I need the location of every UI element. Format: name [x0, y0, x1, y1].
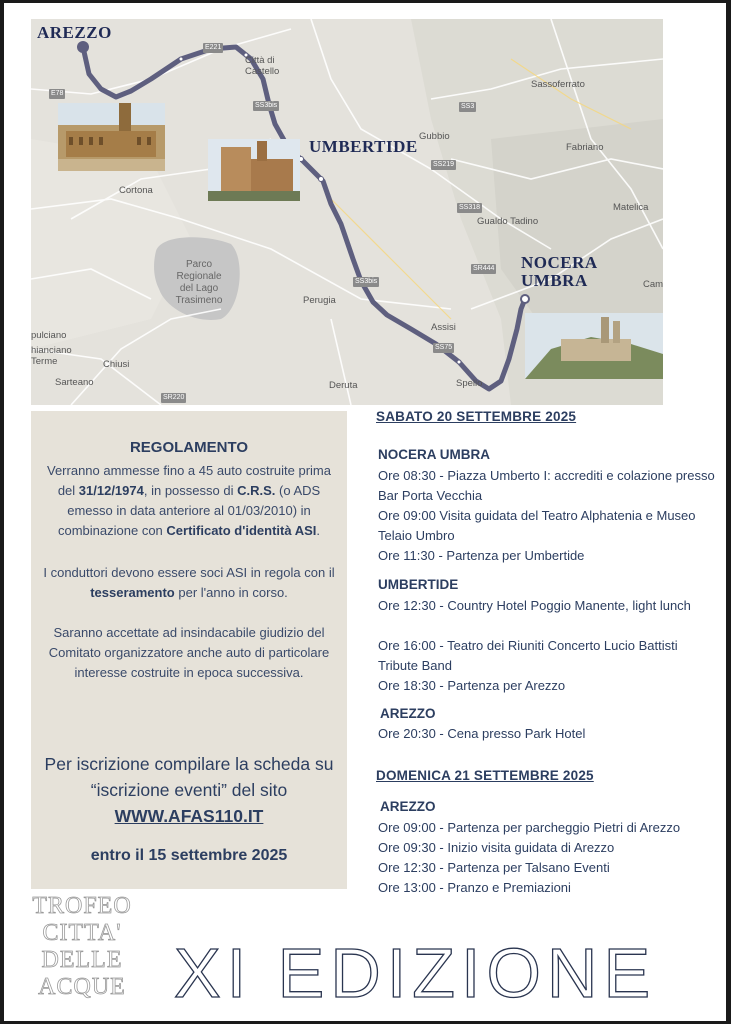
regolamento-title: REGOLAMENTO	[129, 439, 249, 456]
town-perugia: Perugia	[303, 295, 336, 306]
road-label: E78	[51, 90, 64, 97]
road-label: SS3	[461, 103, 475, 110]
town-chiusi: Chiusi	[103, 359, 130, 370]
schedule-item: Ore 12:30 - Partenza per Talsano Eventi	[378, 860, 610, 875]
town-cortona: Cortona	[119, 185, 153, 196]
place-arezzo-sat: AREZZO	[380, 706, 436, 721]
schedule-item: Ore 09:00 - Partenza per parcheggio Pietri di Arezzo	[378, 820, 681, 835]
arezzo-photo	[58, 103, 165, 171]
sunday-title: DOMENICA 21 SETTEMBRE 2025	[376, 768, 594, 783]
lake-label: Parco Regionale del Lago Trasimeno	[175, 259, 223, 306]
regolamento-paragraph-1: Verranno ammesse fino a 45 auto costruite prima del 31/12/1974, in possesso di C.R.S. (o ADS emesso in data anteriore al 01/03/2010) in combinazione con Certificato d'identità ASI.	[47, 463, 331, 538]
deadline-text: entro il 15 settembre 2025	[90, 847, 288, 864]
edition-title: XI EDIZIONE	[174, 934, 657, 1012]
town-citta-di-castello: Città di Castello	[245, 55, 280, 77]
schedule-item: Ore 09:30 - Inizio visita guidata di Arezzo	[378, 840, 615, 855]
schedule-item: Ore 20:30 - Cena presso Park Hotel	[378, 726, 586, 741]
town-chianciano: hianciano Terme	[31, 345, 72, 367]
nocera-photo	[525, 313, 663, 379]
start-marker	[77, 41, 89, 53]
schedule-item: Ore 13:00 - Pranzo e Premiazioni	[378, 880, 571, 895]
town-assisi: Assisi	[431, 322, 456, 333]
trofeo-logo-text: TROFEO CITTA' DELLE ACQUE	[32, 893, 132, 1000]
poster	[4, 3, 726, 1021]
regolamento-paragraph-3: Saranno accettate ad insindacabile giudizio del Comitato organizzatore anche auto di particolare interesse costruite in epoca successiva.	[48, 625, 330, 680]
town-fabriano: Fabriano	[566, 142, 604, 153]
end-marker	[521, 295, 529, 303]
town-sarteano: Sarteano	[55, 377, 94, 388]
regolamento-paragraph-2: I conduttori devono essere soci ASI in regola con il tesseramento per l'anno in corso.	[43, 565, 335, 600]
schedule-item: Ore 12:30 - Country Hotel Poggio Manente, light lunch	[378, 598, 691, 613]
iscrizione-text: Per iscrizione compilare la scheda su “iscrizione eventi” del sito WWW.AFAS110.IT	[44, 754, 334, 826]
town-gubbio: Gubbio	[419, 131, 450, 142]
road-label: SS318	[459, 204, 481, 211]
town-sassoferrato: Sassoferrato	[531, 79, 585, 90]
saturday-title: SABATO 20 SETTEMBRE 2025	[376, 409, 577, 424]
town-deruta: Deruta	[329, 380, 358, 391]
schedule-item: Ore 16:00 - Teatro dei Riuniti Concerto Lucio Battisti Tribute Band	[378, 638, 678, 673]
town-spello: Spello	[456, 378, 483, 389]
route-map	[31, 19, 663, 405]
place-nocera-umbra: NOCERA UMBRA	[378, 447, 490, 462]
road-label: SS3bis	[355, 278, 378, 285]
road-label: SR444	[473, 265, 495, 272]
map-graphic	[31, 19, 663, 405]
schedule-item: Ore 11:30 - Partenza per Umbertide	[378, 548, 585, 563]
city-label-arezzo: AREZZO	[37, 23, 112, 42]
place-arezzo-sun: AREZZO	[380, 799, 436, 814]
schedule-item: Ore 09:00 Visita guidata del Teatro Alphatenia e Museo Telaio Umbro	[378, 508, 696, 543]
town-camerino: Cam	[643, 279, 663, 290]
umbertide-photo	[208, 139, 300, 201]
town-matelica: Matelica	[613, 202, 649, 213]
road-label: SS75	[435, 344, 453, 351]
city-label-nocera: NOCERA UMBRA	[521, 253, 598, 290]
website-link[interactable]: WWW.AFAS110.IT	[114, 806, 264, 826]
town-gualdo-tadino: Gualdo Tadino	[477, 216, 539, 227]
regolamento-box	[31, 411, 347, 889]
place-umbertide: UMBERTIDE	[378, 577, 459, 592]
schedule-item: Ore 18:30 - Partenza per Arezzo	[378, 678, 566, 693]
city-label-umbertide: UMBERTIDE	[309, 137, 418, 156]
schedule-item: Ore 08:30 - Piazza Umberto I: accrediti e colazione presso Bar Porta Vecchia	[378, 468, 715, 503]
road-label: E221	[205, 44, 222, 51]
town-montepulciano: pulciano	[31, 330, 67, 341]
road-label: SR220	[163, 394, 185, 401]
road-label: SS3bis	[255, 102, 278, 109]
road-label: SS219	[433, 161, 455, 168]
